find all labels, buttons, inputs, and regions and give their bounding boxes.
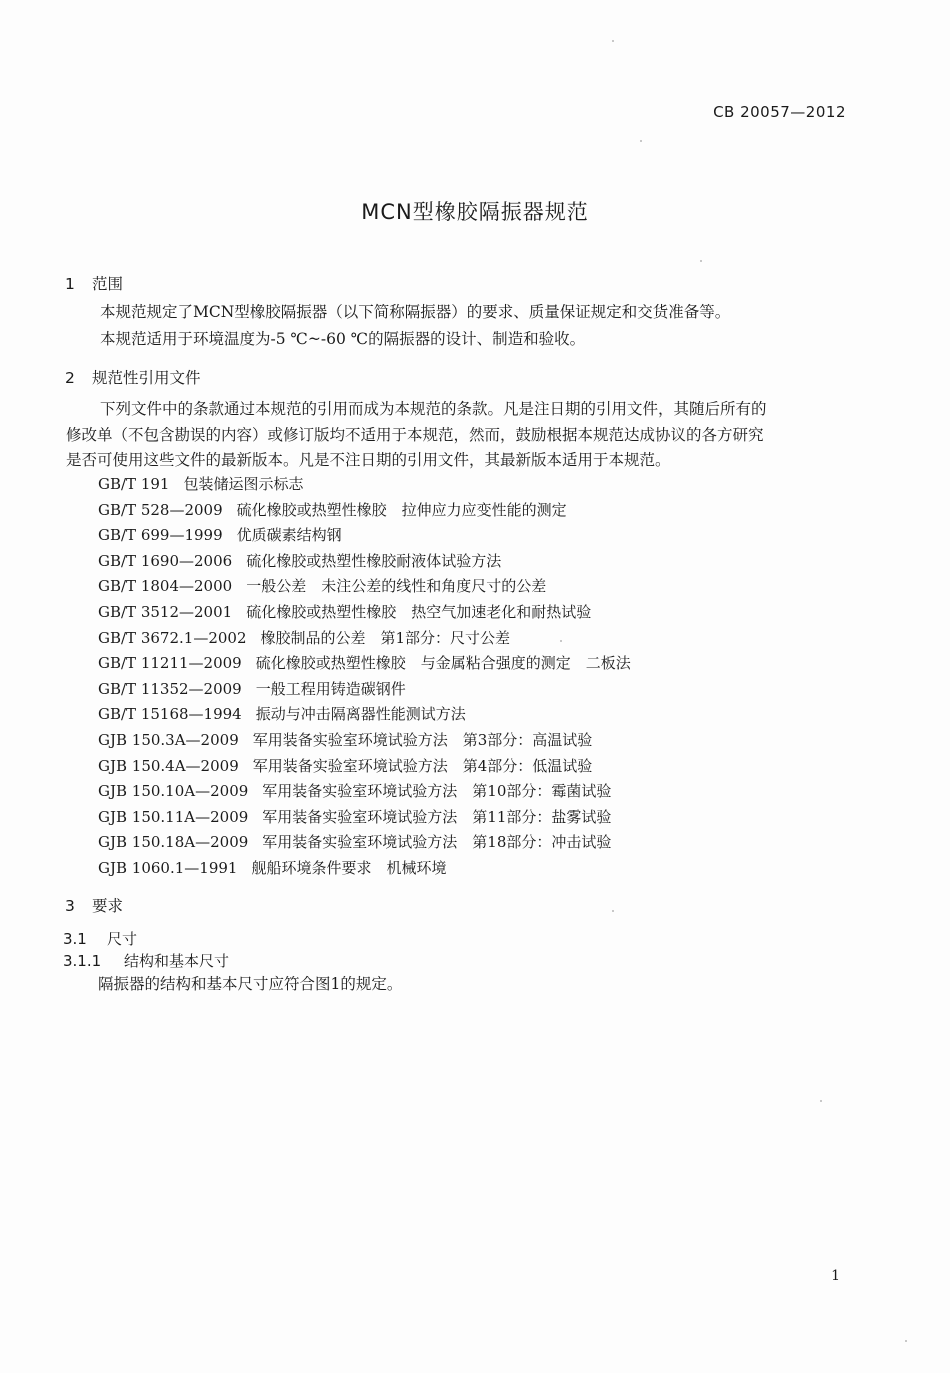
reference-code: GB/T 11211—2009 [98, 654, 242, 673]
subsection-number: 3.1.1 [63, 952, 102, 970]
section-title: 要求 [92, 897, 124, 915]
reference-item [98, 856, 631, 882]
subsection-title: 结构和基本尺寸 [124, 952, 230, 970]
reference-item [98, 754, 631, 780]
section-3-heading [65, 894, 123, 916]
reference-code: GB/T 1690—2006 [98, 551, 233, 570]
reference-name: 舰船环境条件要求 机械环境 [251, 858, 447, 877]
section-number: 2 [65, 369, 75, 387]
reference-item [98, 779, 631, 805]
reference-item [98, 728, 631, 754]
reference-code: GJB 150.10A—2009 [98, 782, 249, 801]
reference-code: GJB 150.4A—2009 [98, 756, 239, 775]
section-title: 规范性引用文件 [92, 369, 201, 387]
reference-item [98, 574, 631, 600]
reference-item [98, 702, 631, 728]
reference-code: GJB 150.18A—2009 [98, 833, 249, 852]
section-1-heading [65, 272, 123, 294]
reference-item [98, 805, 631, 831]
reference-name: 军用装备实验室环境试验方法 第11部分：盐雾试验 [262, 807, 612, 826]
reference-item [98, 626, 631, 652]
subsection-title: 尺寸 [107, 930, 138, 948]
section-2-heading [65, 366, 201, 388]
reference-name: 硫化橡胶或热塑性橡胶 拉伸应力应变性能的测定 [236, 500, 567, 519]
scan-speck [640, 140, 642, 142]
reference-name: 一般工程用铸造碳钢件 [255, 679, 406, 698]
reference-item [98, 830, 631, 856]
reference-item [98, 472, 631, 498]
reference-code: GB/T 699—1999 [98, 526, 223, 545]
reference-name: 包装储运图示标志 [183, 475, 304, 493]
reference-code: GB/T 1804—2000 [98, 577, 233, 596]
scan-speck [700, 260, 702, 262]
scan-speck [560, 640, 562, 642]
scan-speck [820, 1100, 822, 1102]
standard-code: CB 20057—2012 [713, 103, 846, 121]
reference-code: GB/T 3512—2001 [98, 602, 233, 621]
scan-speck [612, 40, 614, 42]
references-intro-line-1: 下列文件中的条款通过本规范的引用而成为本规范的条款。凡是注日期的引用文件，其随后所有的 [100, 400, 767, 418]
document-title: MCN型橡胶隔振器规范 [361, 200, 589, 224]
reference-name: 橡胶制品的公差 第1部分：尺寸公差 [260, 628, 511, 647]
reference-name: 硫化橡胶或热塑性橡胶 热空气加速老化和耐热试验 [246, 602, 592, 621]
normative-reference-list [98, 472, 631, 882]
reference-code: GJB 150.3A—2009 [98, 730, 239, 749]
reference-item [98, 549, 631, 575]
scan-speck [612, 910, 614, 912]
reference-item [98, 498, 631, 524]
reference-code: GB/T 11352—2009 [98, 679, 242, 698]
reference-code: GJB 1060.1—1991 [98, 858, 238, 877]
reference-code: GB/T 528—2009 [98, 500, 223, 519]
reference-code: GB/T 3672.1—2002 [98, 628, 247, 647]
reference-item [98, 651, 631, 677]
reference-code: GJB 150.11A—2009 [98, 807, 249, 826]
subsection-3-1-heading [63, 928, 137, 949]
section-number: 3 [65, 897, 75, 915]
scope-paragraph-2: 本规范适用于环境温度为-5 ℃~-60 ℃的隔振器的设计、制造和验收。 [100, 330, 586, 348]
references-intro-line-2: 修改单（不包含勘误的内容）或修订版均不适用于本规范，然而，鼓励根据本规范达成协议的各方研究 [66, 426, 764, 444]
reference-name: 一般公差 未注公差的线性和角度尺寸的公差 [246, 577, 547, 596]
reference-name: 军用装备实验室环境试验方法 第18部分：冲击试验 [262, 833, 612, 852]
section-number: 1 [65, 275, 75, 293]
reference-item [98, 600, 631, 626]
scope-paragraph-1: 本规范规定了MCN型橡胶隔振器（以下简称隔振器）的要求、质量保证规定和交货准备等。 [100, 303, 731, 321]
reference-name: 振动与冲击隔离器性能测试方法 [255, 705, 466, 724]
reference-name: 军用装备实验室环境试验方法 第3部分：高温试验 [252, 730, 593, 749]
scan-speck [905, 1340, 907, 1342]
reference-name: 军用装备实验室环境试验方法 第4部分：低温试验 [252, 756, 593, 775]
subsection-number: 3.1 [63, 930, 87, 948]
reference-name: 军用装备实验室环境试验方法 第10部分：霉菌试验 [262, 782, 612, 801]
reference-code: GB/T 191 [98, 475, 170, 493]
requirements-body: 隔振器的结构和基本尺寸应符合图1的规定。 [98, 975, 403, 993]
reference-item [98, 677, 631, 703]
page-number: 1 [831, 1268, 840, 1284]
reference-name: 优质碳素结构钢 [236, 526, 342, 545]
reference-code: GB/T 15168—1994 [98, 705, 242, 724]
subsection-3-1-1-heading [63, 950, 229, 971]
reference-name: 硫化橡胶或热塑性橡胶 与金属粘合强度的测定 二板法 [255, 654, 631, 673]
reference-name: 硫化橡胶或热塑性橡胶耐液体试验方法 [246, 551, 502, 570]
reference-item [98, 523, 631, 549]
references-intro-line-3: 是否可使用这些文件的最新版本。凡是不注日期的引用文件，其最新版本适用于本规范。 [66, 451, 671, 469]
section-title: 范围 [92, 275, 124, 293]
